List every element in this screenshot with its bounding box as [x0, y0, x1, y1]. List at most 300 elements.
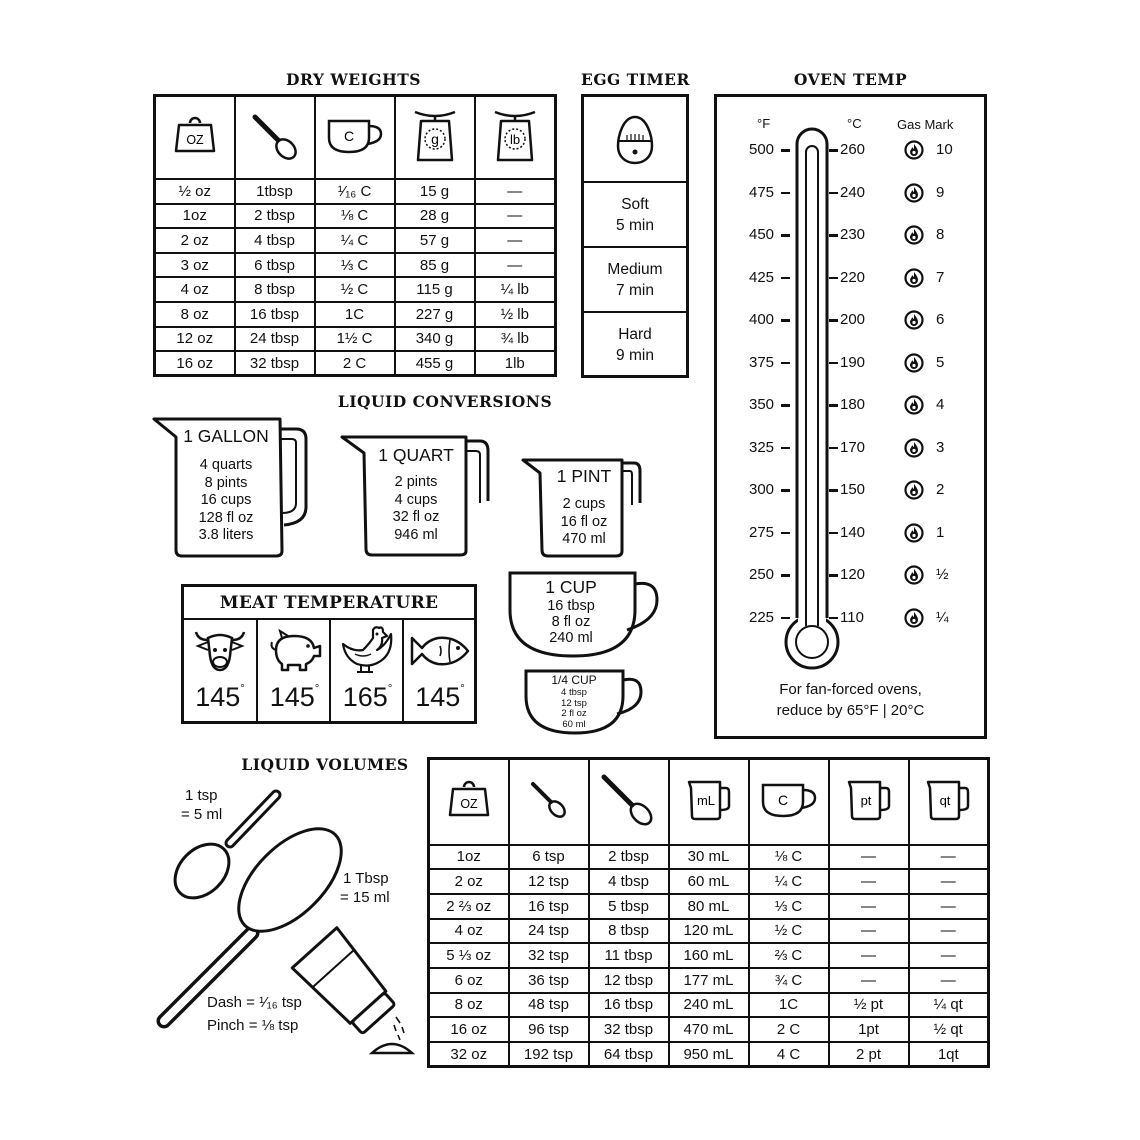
- table-cell: 16 tsp: [509, 894, 589, 919]
- table-row: [429, 869, 989, 894]
- dry-weights-table: [153, 94, 557, 377]
- table-cell: —: [909, 919, 989, 944]
- celsius-value: 230: [840, 226, 866, 243]
- liquid-volumes-table: [427, 757, 990, 1068]
- table-cell: 57 g: [395, 228, 475, 253]
- header-cup: [315, 96, 395, 180]
- quarter-cup-title: 1/4 CUP: [551, 673, 597, 687]
- table-cell: 1qt: [909, 1042, 989, 1067]
- table-cell: 470 mL: [669, 1017, 749, 1042]
- oven-temp-row: [717, 223, 984, 247]
- tick-mark: [781, 447, 790, 450]
- table-cell: 2 tbsp: [235, 204, 315, 229]
- tick-mark: [781, 234, 790, 237]
- table-cell: ⅔ C: [749, 943, 829, 968]
- table-cell: 32 tbsp: [589, 1017, 669, 1042]
- tbsp-label: [340, 869, 390, 907]
- table-cell: 36 tsp: [509, 968, 589, 993]
- egg-timer-icon: [615, 114, 655, 166]
- fahrenheit-value: 275: [749, 523, 775, 541]
- tbsp-line: 1 Tbsp: [343, 870, 389, 887]
- tick-mark: [829, 532, 838, 535]
- table-cell: 177 mL: [669, 968, 749, 993]
- celsius-value: 260: [840, 141, 866, 158]
- cup-line: 16 tbsp: [547, 598, 595, 614]
- pint-line: 2 cups: [562, 496, 606, 512]
- egg-soft: [584, 181, 686, 247]
- meat-temperature-title: MEAT TEMPERATURE: [184, 587, 474, 620]
- table-cell: 5 tbsp: [589, 894, 669, 919]
- celsius-value: 180: [840, 396, 866, 413]
- meat-beef: [184, 620, 256, 721]
- tick-mark: [781, 192, 790, 195]
- gas-flame-icon: [904, 140, 924, 160]
- table-cell: ⅓ C: [315, 253, 395, 278]
- egg-timer-title: EGG TIMER: [581, 70, 690, 89]
- oz-label: OZ: [186, 133, 204, 147]
- measuring-cup-icon: [925, 778, 971, 822]
- tick-mark: [781, 532, 790, 535]
- table-cell: 2 oz: [429, 869, 509, 894]
- table-row: [155, 327, 556, 352]
- table-cell: 120 mL: [669, 919, 749, 944]
- table-cell: —: [829, 869, 909, 894]
- tablespoon-icon: [600, 771, 658, 829]
- table-cell: ⅓ C: [749, 894, 829, 919]
- table-cell: 160 mL: [669, 943, 749, 968]
- cup-lines: [520, 598, 622, 646]
- table-cell: 1oz: [429, 845, 509, 870]
- table-cell: 12 tsp: [509, 869, 589, 894]
- table-cell: 4 tbsp: [589, 869, 669, 894]
- oven-temp-row: [717, 308, 984, 332]
- gas-flame-icon: [904, 225, 924, 245]
- chicken-icon: [339, 624, 395, 676]
- table-cell: —: [909, 869, 989, 894]
- table-cell: —: [829, 894, 909, 919]
- gas-mark-value: 8: [936, 226, 945, 243]
- oz-weight-icon: [444, 775, 494, 825]
- tick-mark: [829, 149, 838, 152]
- table-cell: ½ lb: [475, 302, 556, 327]
- meat-fish: [402, 620, 476, 721]
- table-cell: 28 g: [395, 204, 475, 229]
- tick-mark: [781, 404, 790, 407]
- table-cell: 2 tbsp: [589, 845, 669, 870]
- scale-icon: [413, 108, 457, 164]
- table-cell: 4 C: [749, 1042, 829, 1067]
- quarter-cup-line: 4 tbsp: [561, 687, 587, 698]
- cup-label: C: [343, 128, 354, 144]
- header-oz: [155, 96, 235, 180]
- gallon-line: 4 quarts: [199, 457, 253, 473]
- tick-mark: [829, 617, 838, 620]
- table-cell: 192 tsp: [509, 1042, 589, 1067]
- table-cell: —: [909, 943, 989, 968]
- fahrenheit-value: 300: [749, 481, 775, 498]
- table-cell: —: [829, 845, 909, 870]
- header-spoon: [235, 96, 315, 180]
- oven-temp-row: [717, 606, 984, 630]
- note-line-1: For fan-forced ovens,: [779, 681, 922, 698]
- measuring-cup-icon: [846, 778, 892, 822]
- gas-flame-icon: [904, 523, 924, 543]
- table-cell: —: [475, 179, 556, 204]
- table-cell: 2 C: [315, 351, 395, 376]
- table-row: [155, 179, 556, 204]
- oven-temp-row: [717, 478, 984, 502]
- tsp-line: = 5 ml: [181, 806, 223, 823]
- tick-mark: [829, 277, 838, 280]
- spoon-icon: [250, 109, 300, 163]
- tick-mark: [829, 574, 838, 577]
- beef-temp: [184, 682, 256, 713]
- table-cell: 6 tsp: [509, 845, 589, 870]
- fahrenheit-value: 425: [749, 268, 775, 286]
- table-cell: 4 oz: [155, 277, 235, 302]
- table-cell: 2 C: [749, 1017, 829, 1042]
- table-row: [429, 968, 989, 993]
- table-cell: 85 g: [395, 253, 475, 278]
- table-row: [429, 993, 989, 1018]
- gas-flame-icon: [904, 565, 924, 585]
- chicken-temp: [331, 682, 404, 713]
- table-cell: 16 tbsp: [235, 302, 315, 327]
- degree-sign: °: [460, 683, 465, 695]
- table-cell: 12 tbsp: [589, 968, 669, 993]
- tick-mark: [781, 319, 790, 322]
- table-row: [429, 894, 989, 919]
- tick-mark: [829, 447, 838, 450]
- table-row: [155, 351, 556, 376]
- tick-mark: [781, 149, 790, 152]
- table-cell: 32 tsp: [509, 943, 589, 968]
- egg-hard-time: 9 min: [616, 347, 654, 364]
- celsius-value: 120: [840, 566, 866, 583]
- tsp-label: [181, 786, 222, 824]
- quart-lines: [368, 474, 464, 544]
- table-cell: ¼ lb: [475, 277, 556, 302]
- tick-mark: [829, 489, 838, 492]
- table-cell: —: [829, 919, 909, 944]
- degree-sign: °: [240, 683, 245, 695]
- table-cell: 16 oz: [429, 1017, 509, 1042]
- pint-label: pt: [860, 793, 871, 809]
- table-cell: ¾ lb: [475, 327, 556, 352]
- header-cup: [749, 759, 829, 845]
- table-cell: 16 oz: [155, 351, 235, 376]
- quart-line: 4 cups: [394, 491, 438, 508]
- header-quart: [909, 759, 989, 845]
- oven-temp-row: [717, 181, 984, 205]
- liquid-conversions-title: LIQUID CONVERSIONS: [337, 392, 553, 411]
- table-cell: 1tbsp: [235, 179, 315, 204]
- table-cell: —: [475, 204, 556, 229]
- degree-sign: °: [314, 683, 320, 695]
- table-cell: ¹⁄₁₆ C: [315, 179, 395, 204]
- celsius-value: 200: [840, 311, 866, 328]
- table-cell: 950 mL: [669, 1042, 749, 1067]
- gas-flame-icon: [904, 480, 924, 500]
- quart-line: 946 ml: [394, 526, 438, 543]
- celsius-value: 170: [840, 438, 866, 456]
- fahrenheit-value: 325: [749, 438, 775, 456]
- table-cell: 240 mL: [669, 993, 749, 1018]
- tick-mark: [781, 617, 790, 620]
- quart-line: 32 fl oz: [392, 509, 440, 525]
- gas-mark-value: 10: [936, 141, 953, 158]
- pork-temp-value: 145: [269, 682, 315, 712]
- table-cell: 48 tsp: [509, 993, 589, 1018]
- egg-medium-label: Medium: [607, 261, 663, 278]
- fish-temp-value: 145: [415, 682, 461, 712]
- table-cell: 8 oz: [429, 993, 509, 1018]
- gas-mark-value: 4: [936, 396, 945, 413]
- oven-temp-row: [717, 436, 984, 460]
- celsius-header: °C: [847, 116, 862, 131]
- gas-mark-value: 5: [936, 353, 945, 371]
- table-cell: 60 mL: [669, 869, 749, 894]
- oven-temp-panel: [714, 94, 987, 739]
- table-cell: 1pt: [829, 1017, 909, 1042]
- tick-mark: [781, 362, 790, 365]
- fahrenheit-value: 500: [749, 141, 775, 158]
- table-cell: 1½ C: [315, 327, 395, 352]
- pounds-label: lb: [509, 132, 520, 147]
- gas-mark-value: 7: [936, 268, 945, 286]
- cup-label: C: [777, 792, 788, 809]
- pig-icon: [266, 628, 324, 672]
- table-cell: —: [909, 968, 989, 993]
- gas-flame-icon: [904, 353, 924, 373]
- table-cell: ½ oz: [155, 179, 235, 204]
- gallon-line: 8 pints: [204, 474, 248, 491]
- gallon-title: 1 GALLON: [183, 426, 269, 446]
- table-cell: ½ C: [749, 919, 829, 944]
- table-cell: —: [909, 845, 989, 870]
- beef-temp-value: 145: [195, 682, 241, 712]
- dash-line: Dash = ¹⁄₁₆ tsp: [207, 994, 302, 1011]
- liquid-volumes-title: LIQUID VOLUMES: [241, 755, 409, 774]
- table-cell: 3 oz: [155, 253, 235, 278]
- oven-temp-row: [717, 393, 984, 417]
- table-cell: 8 oz: [155, 302, 235, 327]
- table-cell: ¼ C: [749, 869, 829, 894]
- table-cell: 2 oz: [155, 228, 235, 253]
- gas-mark-value: ½: [936, 566, 949, 583]
- table-cell: 8 tbsp: [589, 919, 669, 944]
- table-row: [155, 228, 556, 253]
- table-cell: 4 oz: [429, 919, 509, 944]
- table-cell: 4 tbsp: [235, 228, 315, 253]
- fahrenheit-value: 225: [749, 608, 775, 626]
- egg-soft-label: Soft: [621, 196, 649, 213]
- table-row: [429, 1042, 989, 1067]
- gas-flame-icon: [904, 268, 924, 288]
- header-oz: [429, 759, 509, 845]
- tick-mark: [829, 362, 838, 365]
- oz-label: OZ: [460, 797, 478, 812]
- oven-temp-row: [717, 138, 984, 162]
- tbsp-line: = 15 ml: [340, 889, 390, 906]
- celsius-value: 150: [840, 481, 866, 498]
- table-cell: 1oz: [155, 204, 235, 229]
- table-cell: ½ qt: [909, 1017, 989, 1042]
- celsius-value: 220: [840, 268, 866, 286]
- table-cell: 32 tbsp: [235, 351, 315, 376]
- cup-title: 1 CUP: [545, 577, 597, 597]
- table-row: [429, 919, 989, 944]
- egg-timer-panel: [581, 94, 689, 378]
- quarter-cup-lines: [530, 688, 618, 730]
- pint-title: 1 PINT: [556, 466, 612, 486]
- pint-line: 16 fl oz: [560, 513, 608, 530]
- table-cell: 6 tbsp: [235, 253, 315, 278]
- table-cell: ⅛ C: [749, 845, 829, 870]
- gas-mark-value: 6: [936, 311, 945, 328]
- table-cell: 340 g: [395, 327, 475, 352]
- cup-icon: [759, 780, 819, 820]
- gas-flame-icon: [904, 438, 924, 458]
- table-cell: 24 tbsp: [235, 327, 315, 352]
- gallon-line: 3.8 liters: [198, 527, 254, 543]
- celsius-value: 240: [840, 183, 866, 201]
- fan-forced-note: [717, 679, 984, 721]
- celsius-value: 110: [840, 608, 864, 626]
- cup-line: 240 ml: [549, 630, 593, 646]
- table-cell: 1C: [749, 993, 829, 1018]
- celsius-value: 140: [840, 523, 866, 541]
- header-ml: [669, 759, 749, 845]
- grams-label: g: [430, 131, 439, 147]
- egg-medium: [584, 246, 686, 312]
- table-cell: ¾ C: [749, 968, 829, 993]
- table-cell: —: [829, 968, 909, 993]
- table-cell: 32 oz: [429, 1042, 509, 1067]
- fish-icon: [410, 632, 470, 670]
- pint-line: 470 ml: [562, 531, 606, 547]
- egg-medium-time: 7 min: [616, 282, 654, 299]
- table-cell: —: [829, 943, 909, 968]
- quarter-cup-line: 60 ml: [562, 718, 586, 730]
- header-teaspoon: [509, 759, 589, 845]
- gas-mark-header: Gas Mark: [897, 117, 954, 132]
- table-cell: 8 tbsp: [235, 277, 315, 302]
- gallon-line: 128 fl oz: [198, 509, 254, 526]
- oven-temp-row: [717, 351, 984, 375]
- table-cell: ¼ qt: [909, 993, 989, 1018]
- table-cell: 64 tbsp: [589, 1042, 669, 1067]
- table-row: [155, 302, 556, 327]
- gas-flame-icon: [904, 395, 924, 415]
- teaspoon-icon: [529, 778, 569, 822]
- meat-pork: [256, 620, 331, 721]
- header-pounds: [475, 96, 556, 180]
- tsp-line: 1 tsp: [185, 787, 218, 804]
- meat-chicken: [329, 620, 404, 721]
- table-cell: 24 tsp: [509, 919, 589, 944]
- table-cell: 1C: [315, 302, 395, 327]
- measuring-cup-icon: [686, 778, 732, 822]
- scale-icon: [493, 108, 537, 164]
- gas-mark-value: 3: [936, 438, 945, 456]
- tick-mark: [829, 234, 838, 237]
- table-row: [155, 253, 556, 278]
- table-cell: ¼ C: [315, 228, 395, 253]
- table-cell: ½ C: [315, 277, 395, 302]
- gas-mark-value: 9: [936, 183, 945, 201]
- oven-temp-title: OVEN TEMP: [793, 70, 908, 89]
- celsius-value: 190: [840, 353, 866, 371]
- chicken-temp-value: 165: [342, 682, 388, 712]
- table-cell: 1lb: [475, 351, 556, 376]
- table-cell: —: [909, 894, 989, 919]
- tick-mark: [781, 489, 790, 492]
- gallon-line: 16 cups: [200, 492, 252, 508]
- fahrenheit-value: 475: [749, 183, 775, 201]
- pork-temp: [258, 682, 331, 713]
- gas-flame-icon: [904, 183, 924, 203]
- gas-mark-value: ¼: [936, 608, 949, 626]
- quart-title: 1 QUART: [378, 445, 454, 465]
- tick-mark: [781, 574, 790, 577]
- table-row: [429, 943, 989, 968]
- ml-label: mL: [696, 793, 715, 809]
- table-cell: 15 g: [395, 179, 475, 204]
- table-cell: 16 tbsp: [589, 993, 669, 1018]
- tick-mark: [829, 404, 838, 407]
- table-cell: —: [475, 228, 556, 253]
- dry-weights-title: DRY WEIGHTS: [286, 70, 421, 89]
- table-cell: ⅛ C: [315, 204, 395, 229]
- fahrenheit-value: 400: [749, 311, 775, 328]
- table-cell: ½ pt: [829, 993, 909, 1018]
- egg-hard: [584, 311, 686, 377]
- egg-hard-label: Hard: [618, 326, 652, 343]
- cow-icon: [192, 626, 248, 674]
- pinch-line: Pinch = ⅛ tsp: [207, 1017, 299, 1034]
- table-cell: 96 tsp: [509, 1017, 589, 1042]
- header-pint: [829, 759, 909, 845]
- table-cell: 12 oz: [155, 327, 235, 352]
- table-cell: —: [475, 253, 556, 278]
- dash-pinch-label: [207, 991, 302, 1037]
- quart-label: qt: [939, 793, 951, 809]
- table-cell: 30 mL: [669, 845, 749, 870]
- tick-mark: [829, 192, 838, 195]
- fahrenheit-value: 250: [749, 566, 775, 583]
- quart-line: 2 pints: [394, 474, 438, 490]
- cup-line: 8 fl oz: [551, 614, 591, 630]
- quarter-cup-line: 12 tsp: [561, 697, 587, 709]
- table-row: [429, 1017, 989, 1042]
- pint-lines: [541, 496, 627, 549]
- fahrenheit-value: 350: [749, 396, 775, 413]
- degree-sign: °: [387, 683, 393, 695]
- table-cell: 227 g: [395, 302, 475, 327]
- meat-temperature-panel: [181, 584, 477, 724]
- table-cell: 2 pt: [829, 1042, 909, 1067]
- table-cell: 2 ⅔ oz: [429, 894, 509, 919]
- oz-weight-icon: [170, 111, 220, 161]
- table-cell: 455 g: [395, 351, 475, 376]
- fish-temp: [404, 682, 476, 713]
- tick-mark: [829, 319, 838, 322]
- gas-mark-value: 1: [936, 523, 945, 541]
- fahrenheit-value: 450: [749, 226, 775, 243]
- tick-mark: [781, 277, 790, 280]
- oven-temp-row: [717, 266, 984, 290]
